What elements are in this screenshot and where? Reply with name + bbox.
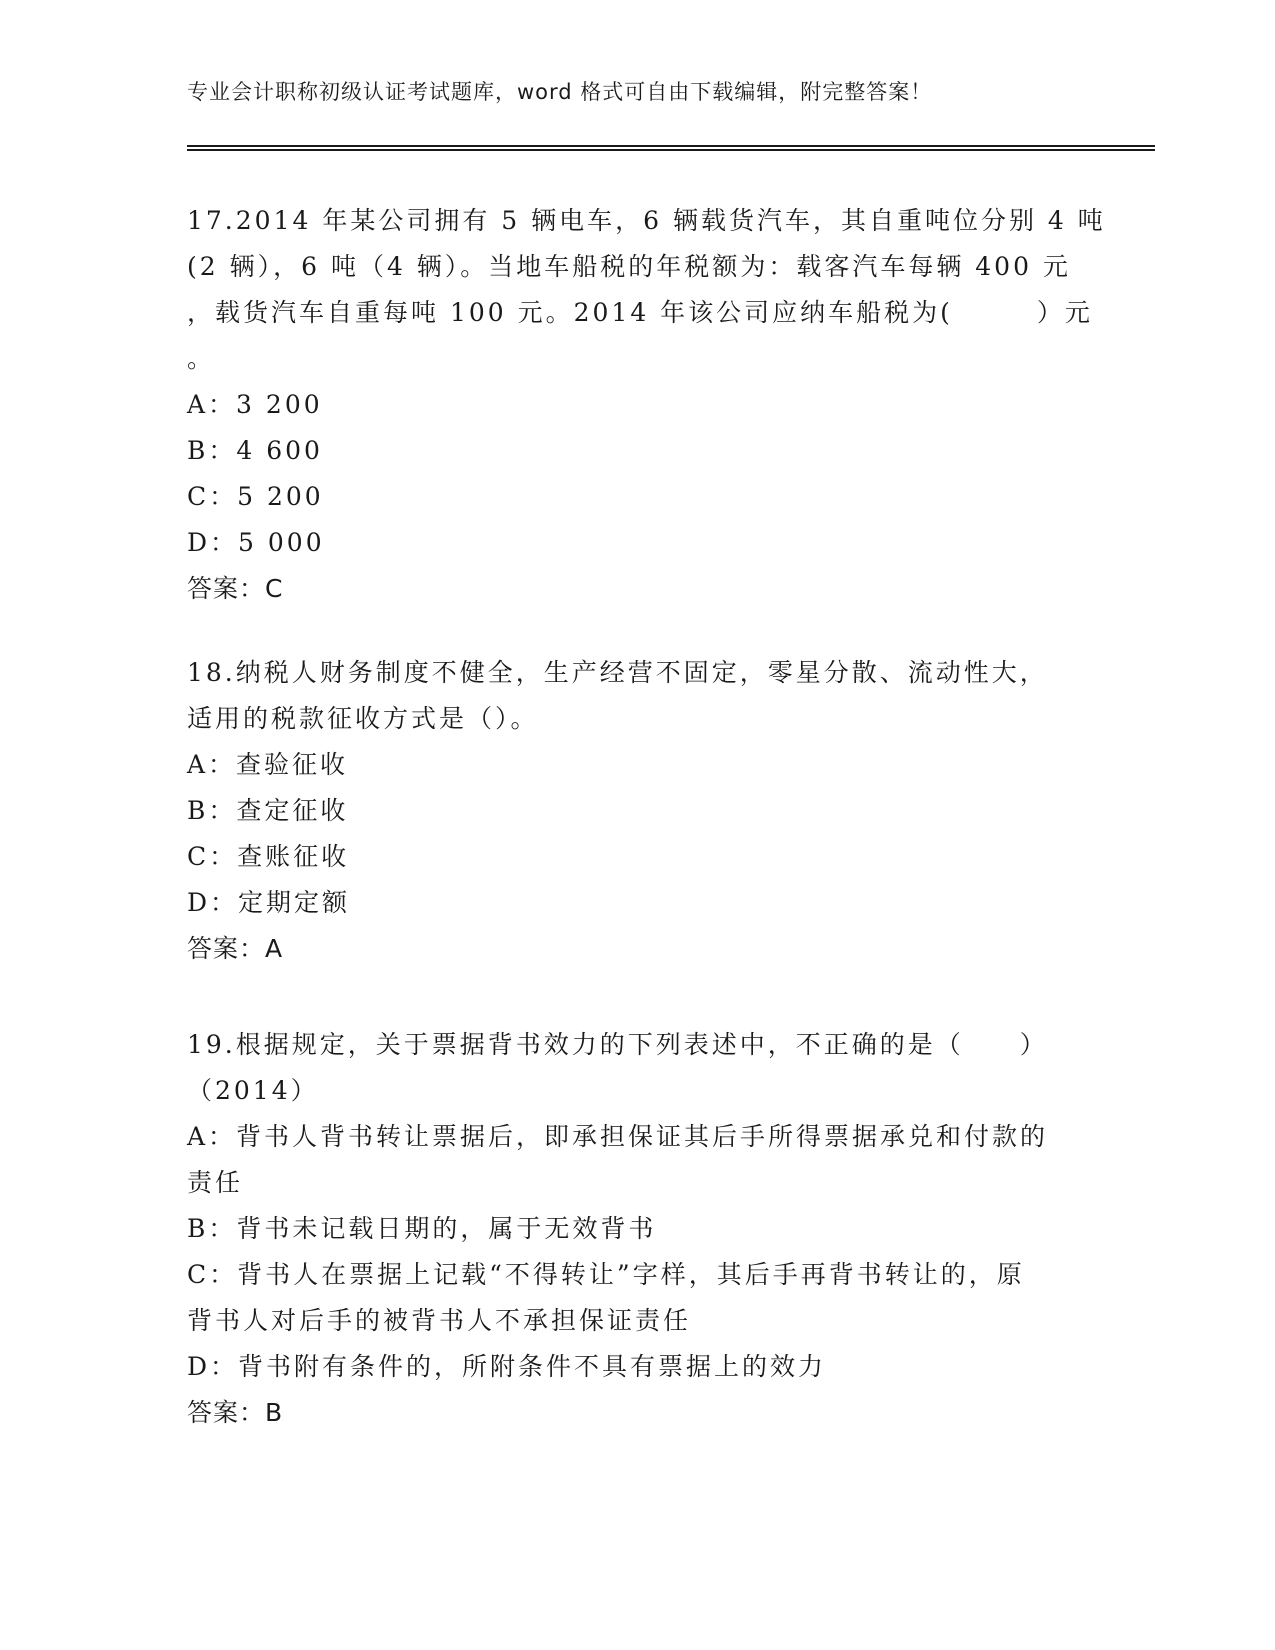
question-stem-line: 17.2014 年某公司拥有 5 辆电车，6 辆载货汽车，其自重吨位分别 4 吨 bbox=[187, 206, 1106, 235]
option-d: D：背书附有条件的，所附条件不具有票据上的效力 bbox=[187, 1352, 827, 1381]
option-d: D：5 000 bbox=[187, 528, 325, 557]
question-18 bbox=[187, 650, 1087, 972]
option-c: C：查账征收 bbox=[187, 842, 350, 871]
answer: 答案：A bbox=[187, 934, 284, 963]
question-stem-line: (2 辆），6 吨（4 辆）。当地车船税的年税额为：载客汽车每辆 400 元 bbox=[187, 252, 1071, 281]
option-a: A：查验征收 bbox=[187, 750, 349, 779]
question-stem-line: 。 bbox=[187, 344, 216, 373]
option-b: B：背书未记载日期的，属于无效背书 bbox=[187, 1214, 657, 1243]
question-stem-line: ，载货汽车自重每吨 100 元。2014 年该公司应纳车船税为( ）元 bbox=[187, 298, 1093, 327]
page-header: 专业会计职称初级认证考试题库，word 格式可自由下载编辑，附完整答案！ bbox=[187, 80, 933, 104]
question-19 bbox=[187, 1022, 1087, 1436]
option-b: B：4 600 bbox=[187, 436, 323, 465]
answer: 答案：B bbox=[187, 1398, 284, 1427]
question-stem-line: 18.纳税人财务制度不健全，生产经营不固定，零星分散、流动性大， bbox=[187, 658, 1048, 687]
question-17 bbox=[187, 198, 1106, 612]
header-rule bbox=[187, 145, 1155, 151]
option-a-continued: 责任 bbox=[187, 1168, 244, 1197]
option-a: A：背书人背书转让票据后，即承担保证其后手所得票据承兑和付款的 bbox=[187, 1122, 1049, 1151]
option-b: B：查定征收 bbox=[187, 796, 349, 825]
question-stem-line: 19.根据规定，关于票据背书效力的下列表述中，不正确的是（ ） bbox=[187, 1030, 1048, 1059]
option-c: C：5 200 bbox=[187, 482, 324, 511]
question-stem-line: （2014） bbox=[187, 1076, 319, 1105]
header-rule-bottom bbox=[187, 149, 1155, 151]
answer: 答案：C bbox=[187, 574, 284, 603]
option-c-continued: 背书人对后手的被背书人不承担保证责任 bbox=[187, 1306, 692, 1335]
option-a: A：3 200 bbox=[187, 390, 323, 419]
question-stem-line: 适用的税款征收方式是（）。 bbox=[187, 704, 539, 733]
option-c: C：背书人在票据上记载“不得转让”字样，其后手再背书转让的，原 bbox=[187, 1260, 1025, 1289]
option-d: D：定期定额 bbox=[187, 888, 351, 917]
header-rule-top bbox=[187, 145, 1155, 147]
